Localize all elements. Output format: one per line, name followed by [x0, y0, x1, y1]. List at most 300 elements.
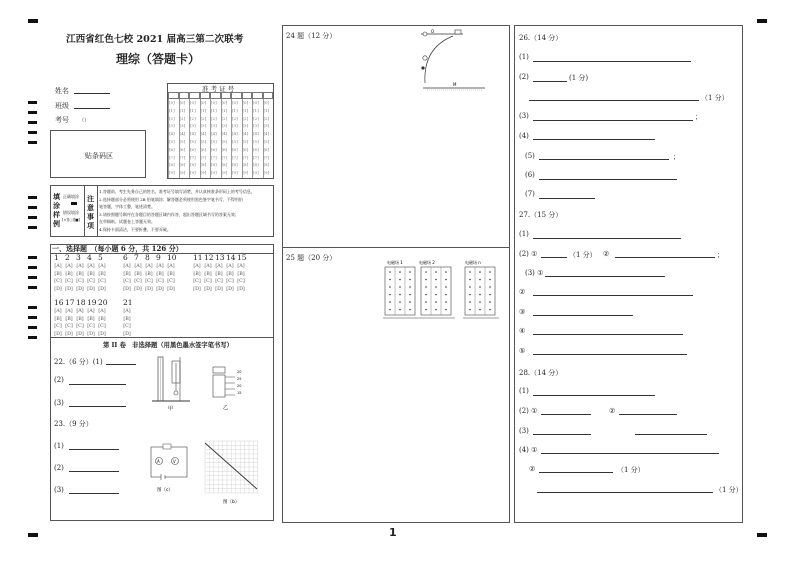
answer-option-bubble[interactable]: [D]	[76, 331, 84, 337]
q27-3-5-answer[interactable]	[533, 354, 687, 355]
admission-digit-bubble[interactable]: [6]	[211, 146, 217, 152]
q22-3-answer[interactable]	[69, 406, 126, 407]
admission-digit-bubble[interactable]: [7]	[200, 154, 207, 160]
q26-2b-answer[interactable]	[529, 100, 699, 101]
answer-option-bubble[interactable]: [B]	[204, 271, 212, 277]
q24-figure	[413, 28, 493, 98]
field-dot	[435, 301, 437, 303]
admission-digit-bubble[interactable]: [2]	[200, 115, 207, 121]
admission-digit-bubble[interactable]: [4]	[242, 131, 249, 137]
answer-option-bubble[interactable]: [B]	[54, 316, 62, 322]
exam-no-text: 考号	[55, 116, 69, 124]
admission-digit-box[interactable]	[179, 92, 190, 99]
admission-digit-bubble[interactable]: [1]	[221, 107, 228, 113]
answer-option-bubble[interactable]: [A]	[98, 309, 106, 314]
admission-digit-bubble[interactable]: [9]	[190, 170, 196, 176]
q26-1-label: (1)	[519, 53, 529, 61]
part2-title: 第 II 卷 非选择题（用黑色墨水签字笔书写）	[103, 342, 233, 349]
admission-digit-bubble[interactable]: [4]	[211, 131, 217, 137]
admission-digit-bubble[interactable]: [6]	[232, 146, 238, 152]
admission-digit-bubble[interactable]: [7]	[190, 154, 196, 160]
q23-graph-figure	[201, 437, 265, 505]
answer-option-bubble[interactable]: [A]	[134, 264, 142, 269]
question-number: 3	[76, 253, 81, 262]
answer-option-bubble[interactable]: [C]	[54, 279, 62, 285]
svg-text:A: A	[157, 459, 160, 464]
admission-digit-bubble[interactable]: [9]	[169, 170, 175, 176]
admission-digit-bubble[interactable]: [9]	[232, 170, 238, 176]
admission-digit-bubble[interactable]: [3]	[200, 123, 207, 129]
answer-option-bubble[interactable]: [D]	[87, 331, 95, 337]
answer-option-bubble[interactable]: [A]	[87, 309, 95, 314]
answer-option-bubble[interactable]: [A]	[123, 264, 131, 269]
answer-option-bubble[interactable]: [A]	[193, 264, 201, 269]
admission-digit-bubble[interactable]: [4]	[179, 131, 186, 137]
admission-digit-bubble[interactable]: [8]	[169, 162, 175, 168]
q28-4-1-answer[interactable]	[541, 453, 719, 454]
answer-option-bubble[interactable]: [B]	[87, 316, 95, 322]
admission-digit-bubble[interactable]: [8]	[200, 162, 207, 168]
answer-option-column[interactable]	[155, 263, 165, 293]
admission-digit-bubble[interactable]: [4]	[263, 131, 270, 137]
q26-2a-answer[interactable]	[533, 81, 567, 82]
question-number: 4	[87, 253, 92, 262]
question-number: 2	[65, 253, 70, 262]
answer-option-bubble[interactable]: [D]	[145, 286, 153, 292]
admission-digit-bubble[interactable]: [6]	[179, 146, 186, 152]
admission-digit-box[interactable]	[231, 92, 242, 99]
admission-digit-bubble[interactable]: [5]	[190, 139, 196, 144]
choice-title: 一、选择题 （每小题 6 分，共 126 分）	[52, 244, 183, 253]
answer-option-bubble[interactable]: [D]	[98, 286, 106, 292]
admission-digit-bubble[interactable]: [0]	[253, 100, 259, 105]
answer-option-column[interactable]	[122, 263, 132, 293]
admission-digit-bubble[interactable]: [5]	[263, 139, 270, 144]
admission-digit-bubble[interactable]: [5]	[253, 139, 259, 144]
answer-option-bubble[interactable]: [A]	[145, 264, 153, 269]
admission-digit-bubble[interactable]: [2]	[179, 115, 186, 121]
answer-option-bubble[interactable]: [A]	[204, 264, 212, 269]
admission-digit-bubble[interactable]: [8]	[190, 162, 196, 168]
answer-option-bubble[interactable]: [C]	[98, 279, 106, 285]
q23-3-answer[interactable]	[69, 493, 119, 494]
admission-digit-bubble[interactable]: [6]	[221, 146, 228, 152]
part2-divider	[51, 337, 273, 338]
q27-2b-label: ②	[603, 250, 610, 258]
q28-4-label: (4) ①	[519, 446, 538, 454]
admission-digit-bubble[interactable]: [5]	[200, 139, 207, 144]
admission-digit-bubble[interactable]: [9]	[221, 170, 228, 176]
q27-3-1-answer[interactable]	[545, 276, 665, 277]
answer-option-bubble[interactable]: [A]	[123, 309, 131, 314]
admission-digit-bubble[interactable]: [7]	[169, 154, 175, 160]
admission-digit-bubble[interactable]: [4]	[221, 131, 228, 137]
answer-option-bubble[interactable]: [C]	[76, 279, 84, 285]
question-number: 19	[87, 298, 97, 307]
admission-digit-box[interactable]	[168, 92, 179, 99]
answer-option-bubble[interactable]: [B]	[65, 316, 73, 322]
right-column	[514, 25, 743, 523]
answer-option-bubble[interactable]: [B]	[145, 271, 153, 277]
field1-label: 电磁场 1	[387, 260, 403, 265]
answer-option-bubble[interactable]: [D]	[98, 331, 106, 337]
name-label: 姓名	[55, 87, 69, 95]
admission-digit-bubble[interactable]: [0]	[200, 100, 207, 105]
q27-2b-answer[interactable]	[615, 257, 715, 258]
q22-3-label: (3)	[54, 399, 64, 407]
q26-7-answer[interactable]	[539, 198, 595, 199]
admission-digit-bubble[interactable]: [7]	[221, 154, 228, 160]
answer-option-column[interactable]	[86, 308, 96, 338]
q26-3-answer[interactable]	[533, 120, 693, 121]
admission-digit-bubble[interactable]: [0]	[263, 100, 270, 105]
answer-option-bubble[interactable]: [D]	[226, 286, 234, 292]
answer-option-bubble[interactable]: [B]	[65, 271, 73, 277]
q27-2a-score: （1 分）	[569, 251, 597, 259]
admission-digit-box[interactable]	[242, 92, 253, 99]
q26-7-label: (7)	[525, 190, 535, 198]
admission-digit-bubble[interactable]: [5]	[242, 139, 249, 144]
admission-digit-bubble[interactable]: [3]	[190, 123, 196, 129]
answer-option-bubble[interactable]: [B]	[123, 316, 131, 322]
admission-digit-bubble[interactable]: [5]	[169, 139, 175, 144]
q28-4-3-answer[interactable]	[537, 492, 713, 493]
q28-2b-answer[interactable]	[619, 414, 677, 415]
answer-option-bubble[interactable]: [D]	[156, 286, 164, 292]
admission-digit-bubble[interactable]: [5]	[211, 139, 217, 144]
admission-digit-bubble[interactable]: [7]	[179, 154, 186, 160]
corner-mark-bottom-right	[757, 533, 767, 537]
admission-digit-bubble[interactable]: [1]	[263, 107, 270, 113]
q27-3-3-answer[interactable]	[533, 315, 633, 316]
field-dot	[479, 271, 481, 273]
answer-option-bubble[interactable]: [A]	[76, 264, 84, 269]
admission-digit-bubble[interactable]: [3]	[253, 123, 259, 129]
answer-option-column[interactable]	[97, 263, 107, 293]
q28-3b-answer[interactable]	[635, 434, 707, 435]
answer-option-bubble[interactable]: [B]	[156, 271, 164, 277]
field-dot	[489, 271, 491, 273]
admission-digit-bubble[interactable]: [0]	[242, 100, 249, 105]
answer-option-bubble[interactable]: [C]	[87, 279, 95, 285]
answer-option-column[interactable]	[192, 263, 202, 293]
answer-option-bubble[interactable]: [C]	[134, 279, 142, 285]
field-dot	[409, 301, 411, 303]
answer-option-bubble[interactable]: [D]	[54, 331, 62, 337]
answer-option-bubble[interactable]: [B]	[193, 271, 201, 277]
admission-digit-bubble[interactable]: [3]	[179, 123, 186, 129]
answer-option-column[interactable]	[97, 308, 107, 338]
q22-2-answer[interactable]	[69, 384, 126, 385]
admission-digit-bubble[interactable]: [7]	[242, 154, 249, 160]
answer-option-column[interactable]	[203, 263, 213, 293]
q26-5-answer[interactable]	[539, 159, 669, 160]
field-dot	[445, 294, 447, 296]
answer-option-column[interactable]	[64, 308, 74, 338]
field-dot	[489, 294, 491, 296]
admission-digit-bubble[interactable]: [6]	[242, 146, 249, 152]
answer-option-bubble[interactable]: [D]	[123, 331, 131, 337]
answer-option-bubble[interactable]: [A]	[65, 309, 73, 314]
exam-no-label	[55, 115, 89, 125]
answer-option-column[interactable]	[86, 263, 96, 293]
answer-option-bubble[interactable]: [D]	[76, 286, 84, 292]
answer-option-bubble[interactable]: [D]	[134, 286, 142, 292]
admission-digit-bubble[interactable]: [8]	[179, 162, 186, 168]
answer-option-bubble[interactable]: [B]	[134, 271, 142, 277]
admission-digit-bubble[interactable]: [2]	[253, 115, 259, 121]
admission-digit-bubble[interactable]: [2]	[232, 115, 238, 121]
admission-digit-bubble[interactable]: [8]	[232, 162, 238, 168]
field-dot	[399, 279, 401, 281]
admission-digit-bubble[interactable]: [9]	[200, 170, 207, 176]
admission-digit-bubble[interactable]: [2]	[211, 115, 217, 121]
admission-digit-bubble[interactable]: [9]	[242, 170, 249, 176]
admission-digit-box[interactable]	[221, 92, 232, 99]
q27-3-2-answer[interactable]	[533, 295, 693, 296]
answer-option-bubble[interactable]: [B]	[226, 271, 234, 277]
admission-digit-bubble[interactable]: [2]	[169, 115, 175, 121]
answer-option-bubble[interactable]: [B]	[54, 271, 62, 277]
field-dot	[409, 286, 411, 288]
admission-digit-bubble[interactable]: [5]	[179, 139, 186, 144]
admission-digit-bubble[interactable]: [6]	[253, 146, 259, 152]
wrong-fill-label: 错误填涂	[63, 210, 79, 215]
admission-digit-bubble[interactable]: [4]	[232, 131, 238, 137]
admission-digit-bubble[interactable]: [1]	[242, 107, 249, 113]
admission-digit-bubble[interactable]: [5]	[221, 139, 228, 144]
admission-digit-bubble[interactable]: [7]	[211, 154, 217, 160]
answer-option-bubble[interactable]: [B]	[237, 271, 245, 277]
admission-digit-bubble[interactable]: [1]	[200, 107, 207, 113]
admission-digit-bubble[interactable]: [8]	[242, 162, 249, 168]
answer-option-bubble[interactable]: [D]	[204, 286, 212, 292]
answer-option-bubble[interactable]: [D]	[237, 286, 245, 292]
field-dot	[389, 294, 391, 296]
q26-6-answer[interactable]	[539, 179, 677, 180]
answer-option-column[interactable]	[133, 263, 143, 293]
answer-option-bubble[interactable]: [C]	[145, 279, 153, 285]
admission-digit-bubble[interactable]: [2]	[221, 115, 228, 121]
question-number: 7	[134, 253, 139, 262]
answer-option-bubble[interactable]: [C]	[76, 324, 84, 330]
field-dot	[435, 271, 437, 273]
admission-digit-box[interactable]	[200, 92, 211, 99]
answer-option-bubble[interactable]: [A]	[167, 264, 175, 269]
field-dot	[469, 271, 471, 273]
admission-digit-bubble[interactable]: [0]	[221, 100, 228, 105]
admission-digit-bubble[interactable]: [3]	[221, 123, 228, 129]
admission-number-grid[interactable]	[167, 83, 274, 179]
admission-digit-bubble[interactable]: [2]	[242, 115, 249, 121]
name-field[interactable]	[74, 93, 110, 94]
q28-1-answer[interactable]	[533, 395, 655, 396]
question-number: 15	[237, 253, 247, 262]
admission-digit-bubble[interactable]: [9]	[211, 170, 217, 176]
admission-digit-bubble[interactable]: [6]	[200, 146, 207, 152]
answer-option-bubble[interactable]: [B]	[123, 271, 131, 277]
admission-digit-bubble[interactable]: [0]	[169, 100, 175, 105]
answer-option-bubble[interactable]: [D]	[193, 286, 201, 292]
q24-label: 24 题（12 分）	[286, 32, 337, 40]
field-dot	[399, 301, 401, 303]
admission-digit-bubble[interactable]: [3]	[232, 123, 238, 129]
answer-option-bubble[interactable]: [B]	[76, 271, 84, 277]
answer-option-bubble[interactable]: [A]	[65, 264, 73, 269]
admission-digit-bubble[interactable]: [8]	[221, 162, 228, 168]
field-dot	[389, 279, 391, 281]
answer-option-bubble[interactable]: [C]	[87, 324, 95, 330]
answer-option-bubble[interactable]: [C]	[123, 279, 131, 285]
admission-digit-bubble[interactable]: [0]	[190, 100, 196, 105]
admission-digit-bubble[interactable]: [4]	[169, 131, 175, 137]
answer-option-bubble[interactable]: [C]	[167, 279, 175, 285]
admission-digit-bubble[interactable]: [1]	[211, 107, 217, 113]
answer-option-bubble[interactable]: [A]	[54, 264, 62, 269]
admission-digit-box[interactable]	[263, 92, 274, 99]
admission-digit-bubble[interactable]: [9]	[179, 170, 186, 176]
answer-option-bubble[interactable]: [D]	[215, 286, 223, 292]
admission-digit-bubble[interactable]: [0]	[232, 100, 238, 105]
admission-digit-bubble[interactable]: [8]	[211, 162, 217, 168]
admission-digit-bubble[interactable]: [1]	[190, 107, 196, 113]
class-field[interactable]	[74, 108, 110, 109]
answer-option-bubble[interactable]: [A]	[87, 264, 95, 269]
field-dot	[425, 294, 427, 296]
q27-3-5-label: ⑤	[519, 347, 526, 355]
answer-option-bubble[interactable]: [D]	[65, 331, 73, 337]
answer-option-bubble[interactable]: [B]	[87, 271, 95, 277]
answer-option-column[interactable]	[236, 263, 246, 293]
answer-option-bubble[interactable]: [C]	[156, 279, 164, 285]
field-dot	[445, 301, 447, 303]
q27-3-2-label: ②	[519, 288, 526, 296]
q28-4-2-label: ②	[529, 465, 536, 473]
answer-option-bubble[interactable]: [C]	[54, 324, 62, 330]
admission-digit-bubble[interactable]: [9]	[253, 170, 259, 176]
answer-option-column[interactable]	[75, 263, 85, 293]
admission-digit-bubble[interactable]: [7]	[232, 154, 238, 160]
admission-digit-bubble[interactable]: [8]	[263, 162, 270, 168]
admission-digit-bubble[interactable]: [6]	[169, 146, 175, 152]
field-dot	[389, 286, 391, 288]
answer-option-column[interactable]	[214, 263, 224, 293]
admission-digit-box[interactable]	[252, 92, 263, 99]
field-dot	[489, 309, 491, 311]
admission-digit-bubble[interactable]: [1]	[232, 107, 238, 113]
answer-option-bubble[interactable]: [D]	[123, 286, 131, 292]
answer-option-column[interactable]	[225, 263, 235, 293]
q27-1-answer[interactable]	[533, 238, 681, 239]
admission-digit-bubble[interactable]: [1]	[179, 107, 186, 113]
answer-option-column[interactable]	[53, 263, 63, 293]
admission-digit-bubble[interactable]: [6]	[263, 146, 270, 152]
answer-option-bubble[interactable]: [D]	[65, 286, 73, 292]
admission-digit-bubble[interactable]: [6]	[190, 146, 196, 152]
q26-4-answer[interactable]	[533, 139, 655, 140]
admission-digit-bubble[interactable]: [4]	[253, 131, 259, 137]
answer-option-bubble[interactable]: [C]	[226, 279, 234, 285]
field-dot	[445, 309, 447, 311]
q28-4-2-answer[interactable]	[539, 472, 613, 473]
answer-option-column[interactable]	[166, 263, 176, 293]
answer-option-bubble[interactable]: [C]	[98, 324, 106, 330]
answer-option-bubble[interactable]: [B]	[76, 316, 84, 322]
answer-option-column[interactable]	[64, 263, 74, 293]
answer-option-bubble[interactable]: [A]	[54, 309, 62, 314]
answer-option-bubble[interactable]: [B]	[215, 271, 223, 277]
q28-4-3-score: （1 分）	[715, 486, 743, 494]
answer-option-bubble[interactable]: [A]	[237, 264, 245, 269]
answer-option-bubble[interactable]: [C]	[65, 279, 73, 285]
admission-digit-bubble[interactable]: [2]	[190, 115, 196, 121]
answer-option-bubble[interactable]: [D]	[54, 286, 62, 292]
answer-option-bubble[interactable]: [A]	[98, 264, 106, 269]
admission-digit-bubble[interactable]: [0]	[179, 100, 186, 105]
admission-digit-bubble[interactable]: [3]	[242, 123, 249, 129]
question-number: 8	[145, 253, 150, 262]
q23-1-answer[interactable]	[69, 449, 119, 450]
answer-option-bubble[interactable]: [B]	[98, 316, 106, 322]
admission-digit-bubble[interactable]: [0]	[211, 100, 217, 105]
admission-digit-bubble[interactable]: [2]	[263, 115, 270, 121]
admission-digit-bubble[interactable]: [4]	[190, 131, 196, 137]
answer-option-bubble[interactable]: [C]	[204, 279, 212, 285]
answer-option-bubble[interactable]: [C]	[123, 324, 131, 330]
admission-digit-bubble[interactable]: [1]	[253, 107, 259, 113]
answer-option-bubble[interactable]: [A]	[226, 264, 234, 269]
admission-digit-box[interactable]	[210, 92, 221, 99]
admission-digit-bubble[interactable]: [3]	[211, 123, 217, 129]
answer-option-column[interactable]	[53, 308, 63, 338]
answer-option-bubble[interactable]: [C]	[193, 279, 201, 285]
q28-3a-answer[interactable]	[533, 434, 591, 435]
q28-2a-answer[interactable]	[541, 414, 591, 415]
field-dot	[425, 271, 427, 273]
q27-2a-answer[interactable]	[541, 257, 567, 258]
admission-digit-bubble[interactable]: [3]	[169, 123, 175, 129]
answer-option-bubble[interactable]: [A]	[156, 264, 164, 269]
answer-option-column[interactable]	[144, 263, 154, 293]
q26-1-answer[interactable]	[533, 61, 691, 62]
admission-digit-bubble[interactable]: [5]	[232, 139, 238, 144]
answer-option-bubble[interactable]: [A]	[76, 309, 84, 314]
q27-3-4-answer[interactable]	[533, 334, 683, 335]
answer-option-bubble[interactable]: [A]	[215, 264, 223, 269]
admission-digit-bubble[interactable]: [8]	[253, 162, 259, 168]
q22-1-answer[interactable]	[106, 364, 136, 365]
q23-2-answer[interactable]	[69, 471, 119, 472]
answer-option-bubble[interactable]: [D]	[87, 286, 95, 292]
answer-option-column[interactable]	[122, 308, 132, 338]
answer-option-bubble[interactable]: [C]	[65, 324, 73, 330]
admission-digit-bubble[interactable]: [1]	[169, 107, 175, 113]
admission-digit-box[interactable]	[189, 92, 200, 99]
admission-digit-bubble[interactable]: [3]	[263, 123, 270, 129]
admission-digit-bubble[interactable]: [4]	[200, 131, 207, 137]
field-dot	[435, 286, 437, 288]
answer-option-column[interactable]	[75, 308, 85, 338]
field-dot	[445, 279, 447, 281]
answer-option-bubble[interactable]: [B]	[98, 271, 106, 277]
answer-option-bubble[interactable]: [D]	[167, 286, 175, 292]
admission-digit-bubble[interactable]: [7]	[263, 154, 270, 160]
admission-digit-bubble[interactable]: [9]	[263, 170, 270, 176]
answer-option-bubble[interactable]: [B]	[167, 271, 175, 277]
admission-digit-bubble[interactable]: [7]	[253, 154, 259, 160]
answer-option-bubble[interactable]: [C]	[215, 279, 223, 285]
answer-option-bubble[interactable]: [C]	[237, 279, 245, 285]
